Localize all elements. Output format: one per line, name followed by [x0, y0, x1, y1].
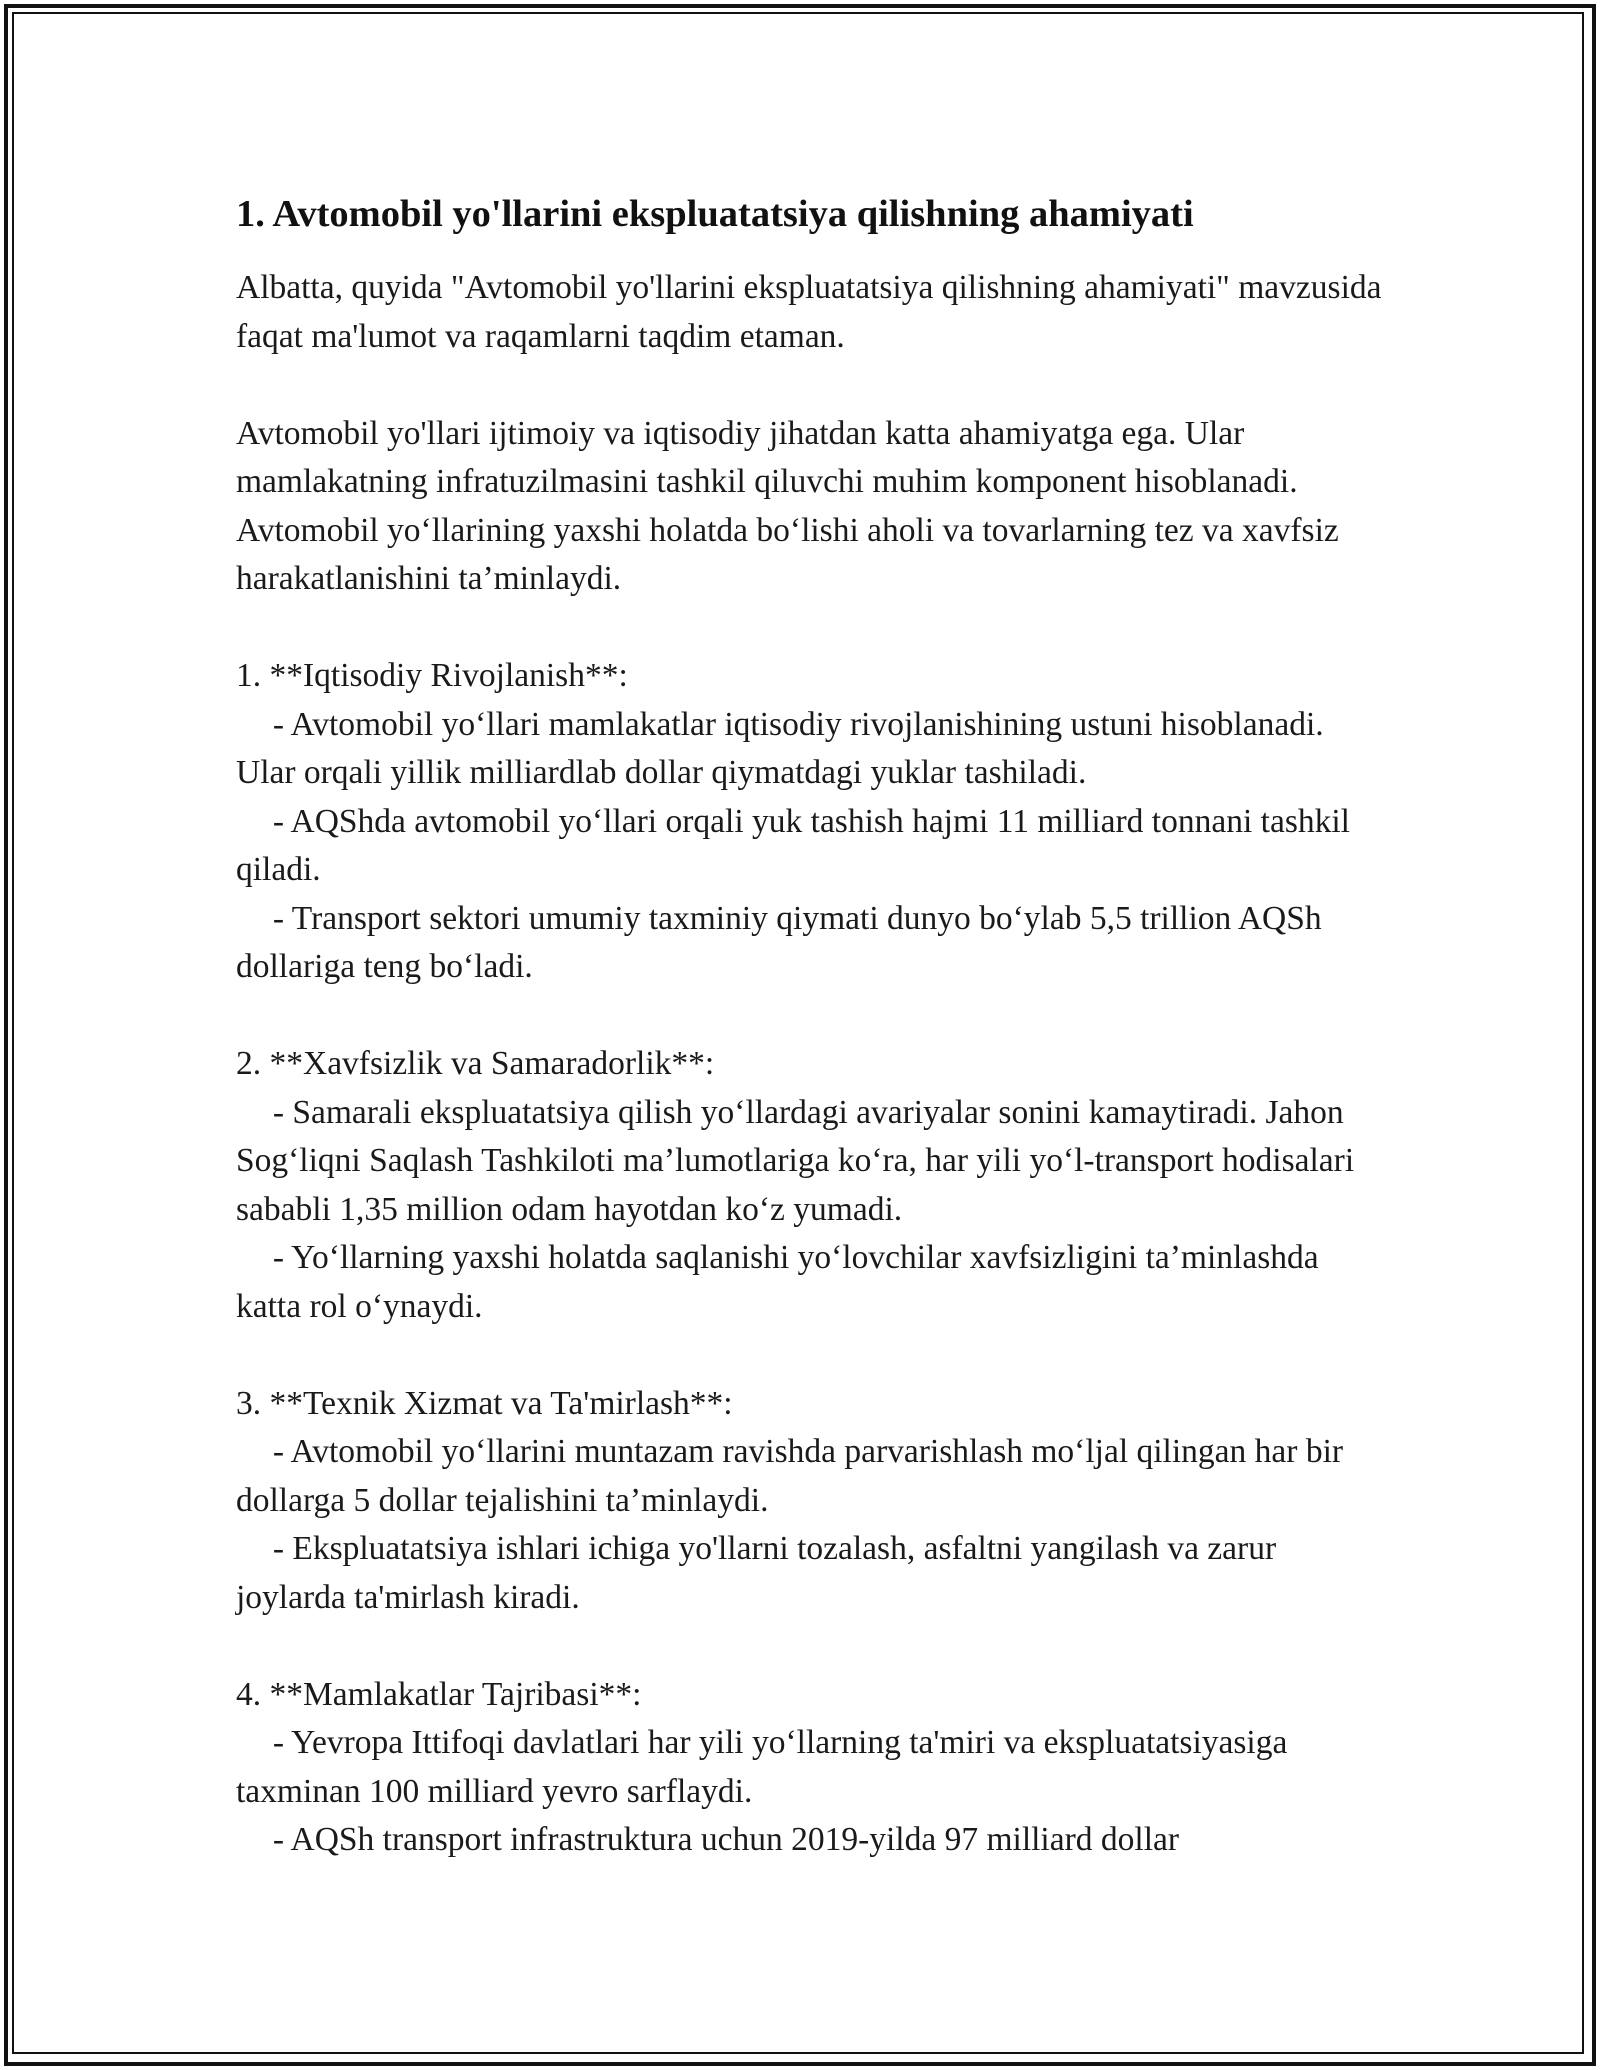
section-heading: 4. **Mamlakatlar Tajribasi**:	[236, 1675, 642, 1713]
list-item	[236, 1089, 1386, 1235]
list-item-marker: -	[272, 1093, 284, 1131]
section-heading: 1. **Iqtisodiy Rivojlanish**:	[236, 657, 628, 694]
list-item-text: AQShda avtomobil yo‘llari orqali yuk tashish hajmi 11 milliard tonnani tashkil qiladi.	[236, 802, 1350, 888]
section	[236, 1040, 1386, 1331]
list-item	[236, 895, 1386, 992]
list-item-marker: -	[272, 1433, 284, 1470]
list-item-marker: -	[272, 705, 284, 743]
intro-paragraph: Albatta, quyida "Avtomobil yo'llarini ekspluatatsiya qilishning ahamiyati" mavzusida faqat ma'lumot va raqamlarni taqdim etaman.	[236, 269, 1390, 355]
list-item	[236, 1428, 1386, 1525]
section-heading: 2. **Xavfsizlik va Samaradorlik**:	[236, 1045, 715, 1082]
list-item-marker: -	[272, 1239, 284, 1276]
document-body	[236, 186, 1390, 1913]
list-item-text: Samarali ekspluatatsiya qilish yo‘llardagi avariyalar sonini kamaytiradi. Jahon Sog‘liqni Saqlash Tashkiloti ma’lumotlariga ko‘ra, har yili yo‘l-transport hodisalari sababli 1,35 million odam hayotdan ko‘z yumadi.	[236, 1093, 1355, 1228]
main-paragraph: Avtomobil yo'llari ijtimoiy va iqtisodiy jihatdan katta ahamiyatga ega. Ular mamlakatning infratuzilmasini tashkil qiluvchi muhim komponent hisoblanadi. Avtomobil yo‘llarining yaxshi holatda bo‘lishi aholi va tovarlarning tez va xavfsiz harakatlanishini ta’minlaydi.	[236, 414, 1348, 597]
list-item	[236, 1234, 1386, 1331]
section	[236, 1671, 1386, 1865]
list-item-marker: -	[272, 899, 284, 937]
list-item-marker: -	[272, 1724, 284, 1761]
list-item-marker: -	[272, 802, 284, 840]
list-item-text: Avtomobil yo‘llarini muntazam ravishda parvarishlash mo‘ljal qilingan har bir dollarga 5 dollar tejalishini ta’minlaydi.	[236, 1433, 1344, 1519]
list-item-text: Yevropa Ittifoqi davlatlari har yili yo‘llarning ta'miri va ekspluatatsiyasiga taxminan 100 milliard yevro sarflaydi.	[236, 1724, 1288, 1810]
document-title: 1. Avtomobil yo'llarini ekspluatatsiya qilishning ahamiyati	[236, 193, 1194, 235]
list-item-marker: -	[272, 1530, 284, 1567]
list-item-text: AQSh transport infrastruktura uchun 2019-yilda 97 milliard dollar	[290, 1821, 1180, 1858]
list-item	[236, 1719, 1386, 1816]
section	[236, 1380, 1386, 1623]
list-item	[236, 1816, 1386, 1865]
list-item-text: Avtomobil yo‘llari mamlakatlar iqtisodiy rivojlanishining ustuni hisoblanadi. Ular orqali yillik milliardlab dollar qiymatdagi yuklar tashiladi.	[236, 705, 1324, 791]
sections-list	[236, 652, 1386, 1865]
list-item-text: Yo‘llarning yaxshi holatda saqlanishi yo‘lovchilar xavfsizligini ta’minlashda katta rol o‘ynaydi.	[236, 1239, 1319, 1325]
list-item-text: Ekspluatatsiya ishlari ichiga yo'llarni tozalash, asfaltni yangilash va zarur joylarda ta'mirlash kiradi.	[236, 1530, 1277, 1616]
section	[236, 652, 1386, 992]
list-item-text: Transport sektori umumiy taxminiy qiymati dunyo bo‘ylab 5,5 trillion AQSh dollariga teng bo‘ladi.	[236, 899, 1322, 985]
list-item	[236, 701, 1386, 798]
list-item	[236, 1525, 1386, 1622]
list-item	[236, 798, 1386, 895]
section-heading: 3. **Texnik Xizmat va Ta'mirlash**:	[236, 1384, 733, 1422]
list-item-marker: -	[272, 1821, 284, 1858]
